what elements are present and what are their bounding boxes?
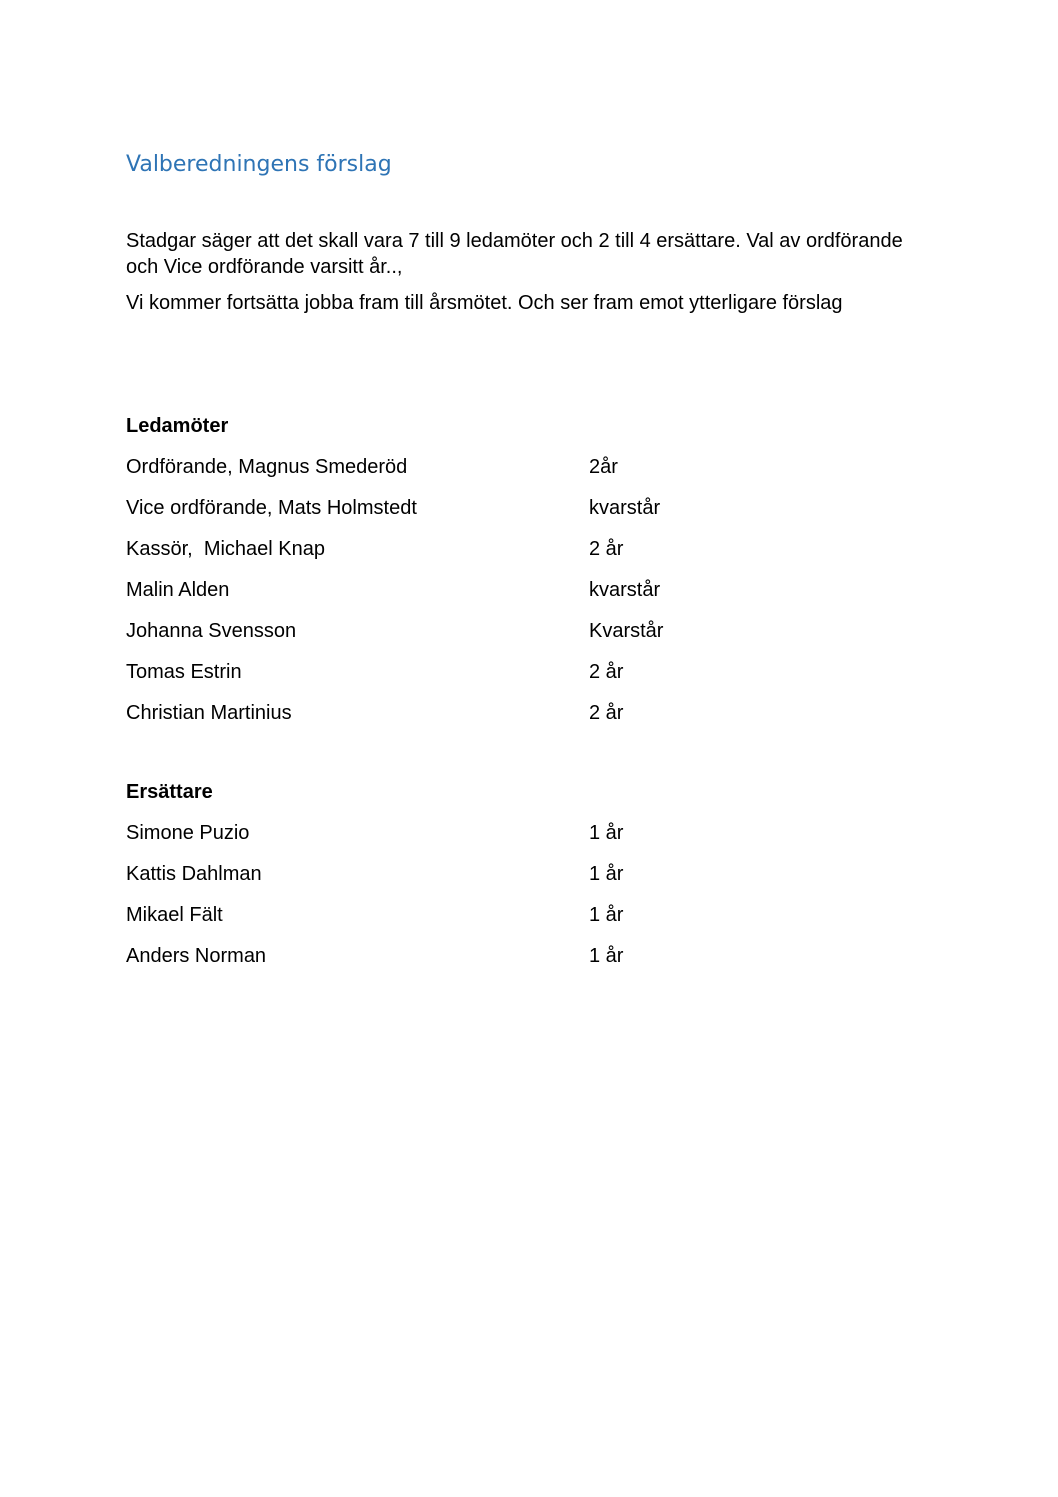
member-term: 2 år bbox=[589, 538, 624, 560]
member-name: Anders Norman bbox=[126, 945, 267, 967]
member-name: Ordförande, Magnus Smederöd bbox=[126, 456, 408, 478]
list-item bbox=[126, 902, 926, 943]
member-name: Johanna Svensson bbox=[126, 620, 297, 642]
ersattare-section bbox=[126, 779, 926, 984]
member-term: kvarstår bbox=[589, 579, 661, 601]
member-term: 1 år bbox=[589, 904, 624, 926]
intro-paragraph-2: Vi kommer fortsätta jobba fram till årsmötet. Och ser fram emot ytterligare förslag bbox=[126, 292, 843, 314]
intro-text bbox=[126, 228, 926, 316]
list-item bbox=[126, 618, 926, 659]
member-term: 1 år bbox=[589, 945, 624, 967]
member-term: 2år bbox=[589, 456, 618, 478]
member-name: Simone Puzio bbox=[126, 822, 250, 844]
intro-paragraph-1: Stadgar säger att det skall vara 7 till 9 ledamöter och 2 till 4 ersättare. Val av ordförande och Vice ordförande varsitt år.., bbox=[126, 230, 903, 278]
list-item bbox=[126, 700, 926, 741]
member-name: Christian Martinius bbox=[126, 702, 292, 724]
list-item bbox=[126, 536, 926, 577]
ledamoter-heading: Ledamöter bbox=[126, 415, 229, 437]
list-item bbox=[126, 861, 926, 902]
member-name: Malin Alden bbox=[126, 579, 230, 601]
member-term: Kvarstår bbox=[589, 620, 664, 642]
member-name: Kassör, Michael Knap bbox=[126, 538, 325, 560]
list-item bbox=[126, 820, 926, 861]
ledamoter-section bbox=[126, 413, 926, 741]
member-term: 2 år bbox=[589, 661, 624, 683]
list-item bbox=[126, 943, 926, 984]
member-term: 1 år bbox=[589, 822, 624, 844]
page-title: Valberedningens förslag bbox=[126, 152, 392, 177]
member-term: 2 år bbox=[589, 702, 624, 724]
list-item bbox=[126, 454, 926, 495]
list-item bbox=[126, 659, 926, 700]
member-term: kvarstår bbox=[589, 497, 661, 519]
ersattare-heading: Ersättare bbox=[126, 781, 213, 803]
member-name: Tomas Estrin bbox=[126, 661, 242, 683]
list-item bbox=[126, 495, 926, 536]
member-name: Vice ordförande, Mats Holmstedt bbox=[126, 497, 417, 519]
member-name: Kattis Dahlman bbox=[126, 863, 262, 885]
list-item bbox=[126, 577, 926, 618]
member-term: 1 år bbox=[589, 863, 624, 885]
member-name: Mikael Fält bbox=[126, 904, 223, 926]
